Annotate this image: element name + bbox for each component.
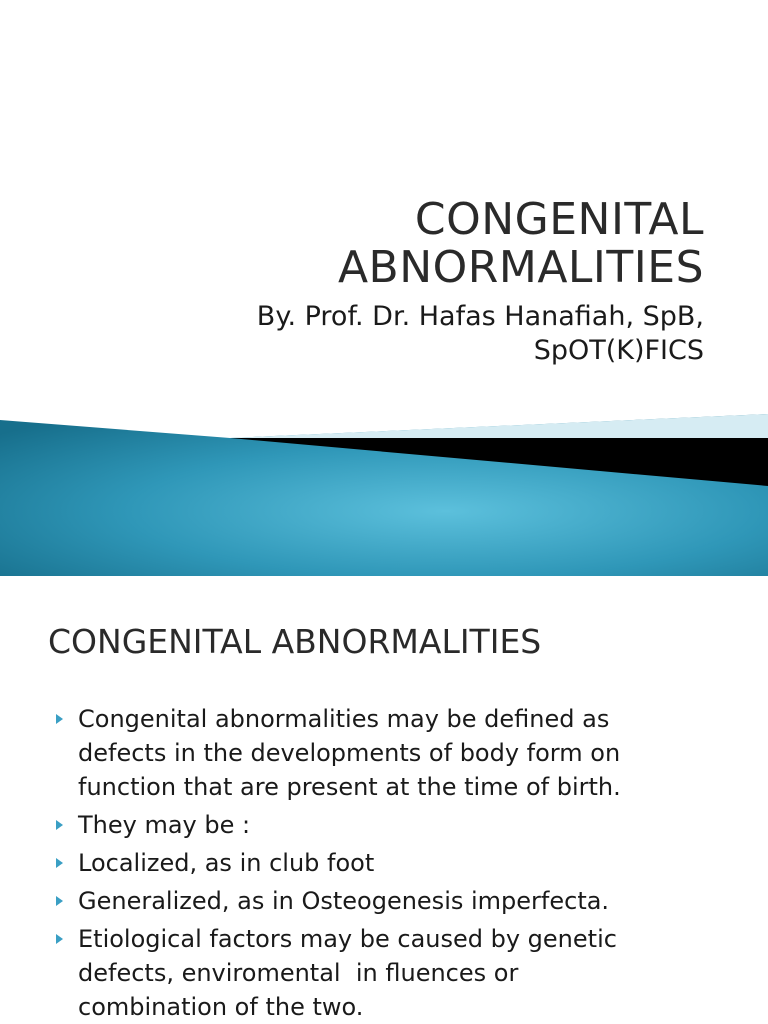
bullet-item bbox=[56, 922, 746, 1024]
subtitle-line-2: SpOT(K)FICS bbox=[533, 335, 704, 366]
bullet-list bbox=[56, 702, 746, 1024]
content-slide bbox=[0, 576, 768, 1024]
bullet-item bbox=[56, 702, 746, 804]
bullet-line: Localized, as in club foot bbox=[78, 849, 375, 877]
triangle-right-icon bbox=[56, 820, 63, 830]
bullet-item bbox=[56, 846, 746, 880]
subtitle bbox=[84, 300, 704, 368]
subtitle-line-1: By. Prof. Dr. Hafas Hanafiah, SpB, bbox=[256, 301, 704, 332]
bullet-line: defects, enviromental in fluences or bbox=[78, 959, 519, 987]
decorative-banner bbox=[0, 414, 768, 576]
bullet-line: defects in the developments of body form on bbox=[78, 739, 621, 767]
main-title-line-1: CONGENITAL bbox=[414, 194, 704, 245]
bullet-line: Generalized, as in Osteogenesis imperfecta. bbox=[78, 887, 610, 915]
bullet-line: Etiological factors may be caused by genetic bbox=[78, 925, 617, 953]
main-title-line-2: ABNORMALITIES bbox=[337, 242, 704, 293]
main-title bbox=[84, 196, 704, 292]
bullet-line: combination of the two. bbox=[78, 993, 364, 1021]
bullet-line: They may be : bbox=[78, 811, 251, 839]
triangle-right-icon bbox=[56, 934, 63, 944]
title-block bbox=[84, 196, 704, 368]
bullet-line: Congenital abnormalities may be defined as bbox=[78, 705, 610, 733]
bullet-line: function that are present at the time of birth. bbox=[78, 773, 621, 801]
bullet-item bbox=[56, 884, 746, 918]
triangle-right-icon bbox=[56, 896, 63, 906]
bullet-item bbox=[56, 808, 746, 842]
slide-title: CONGENITAL ABNORMALITIES bbox=[48, 622, 542, 661]
triangle-right-icon bbox=[56, 858, 63, 868]
triangle-right-icon bbox=[56, 714, 63, 724]
